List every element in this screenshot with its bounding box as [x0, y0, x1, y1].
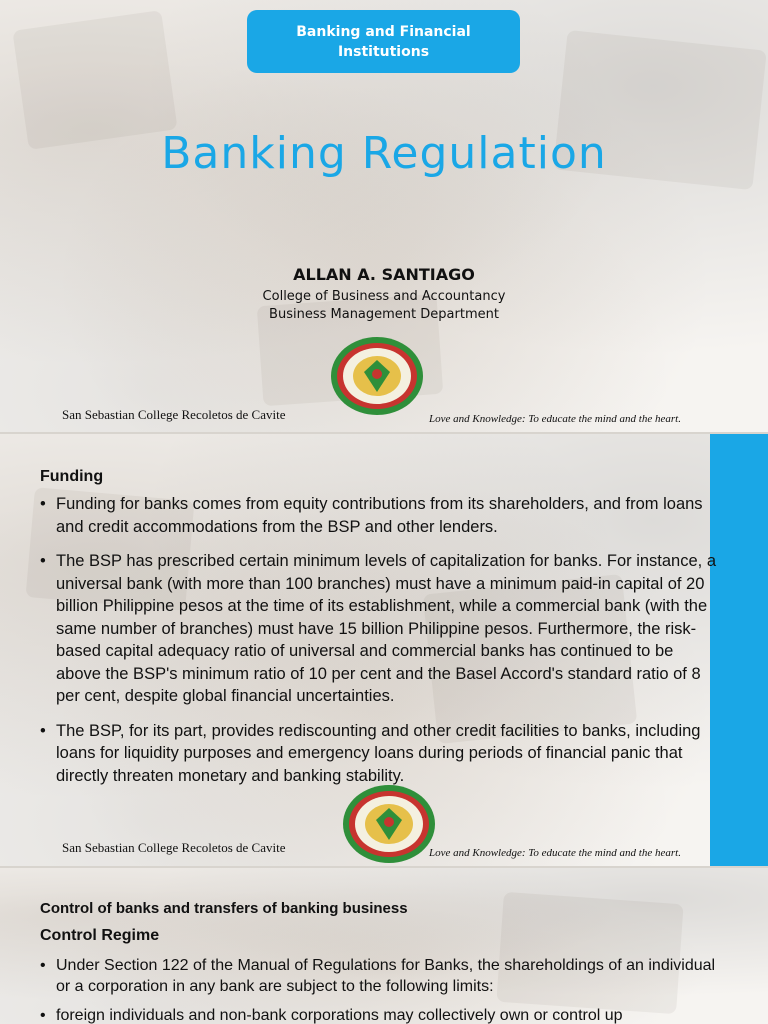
footer-college: San Sebastian College Recoletos de Cavite: [62, 407, 286, 422]
footer-motto: Love and Knowledge: To educate the mind and the heart.: [429, 847, 681, 859]
bullet-item: • foreign individuals and non-bank corporations may collectively own or control up: [40, 1005, 730, 1024]
course-tag: Banking and Financial Institutions: [247, 10, 520, 73]
title-slide: [0, 0, 768, 432]
bullet-item: • The BSP, for its part, provides rediscounting and other credit facilities to banks, including loans for liquidity purposes and emergency loans during periods of financial panic that directly threaten monetary and banking stability.: [40, 720, 720, 788]
slide-heading: Funding: [40, 468, 104, 485]
college-seal-logo: [342, 784, 436, 864]
bullet-item: • Under Section 122 of the Manual of Regulations for Banks, the shareholdings of an individual or a corporation in any bank are subject to the following limits:: [40, 955, 730, 997]
affiliation: [0, 288, 768, 324]
bullet-item: • The BSP has prescribed certain minimum levels of capitalization for banks. For instance, a universal bank (with more than 100 branches) must have a minimum paid-in capital of 20 billion Philippine pesos at the time of its establishment, while a commercial bank (with the same number of branches) must have 15 billion Philippine pesos. Furthermore, the risk-based capital adequacy ratio of universal and commercial banks has continued to be above the BSP's minimum ratio of 10 per cent and the Basel Accord's standard ratio of 8 per cent, despite global financial uncertainties.: [40, 550, 720, 708]
bullet-list: [40, 955, 730, 1024]
bullet-list: [40, 493, 720, 787]
footer-college: San Sebastian College Recoletos de Cavite: [62, 840, 286, 855]
slide-heading: Control of banks and transfers of banking business: [40, 900, 408, 917]
college-seal-logo: [330, 336, 424, 416]
college-name: College of Business and Accountancy: [262, 289, 506, 304]
control-slide: [0, 868, 768, 1024]
footer-motto: Love and Knowledge: To educate the mind and the heart.: [429, 413, 681, 425]
author-name: ALLAN A. SANTIAGO: [293, 265, 475, 284]
funding-slide: [0, 434, 768, 866]
presentation-title: Banking Regulation: [161, 128, 607, 179]
bullet-item: • Funding for banks comes from equity contributions from its shareholders, and from loans and credit accommodations from the BSP and other lenders.: [40, 493, 720, 538]
department-name: Business Management Department: [269, 307, 499, 322]
slide-subheading: Control Regime: [40, 927, 160, 944]
